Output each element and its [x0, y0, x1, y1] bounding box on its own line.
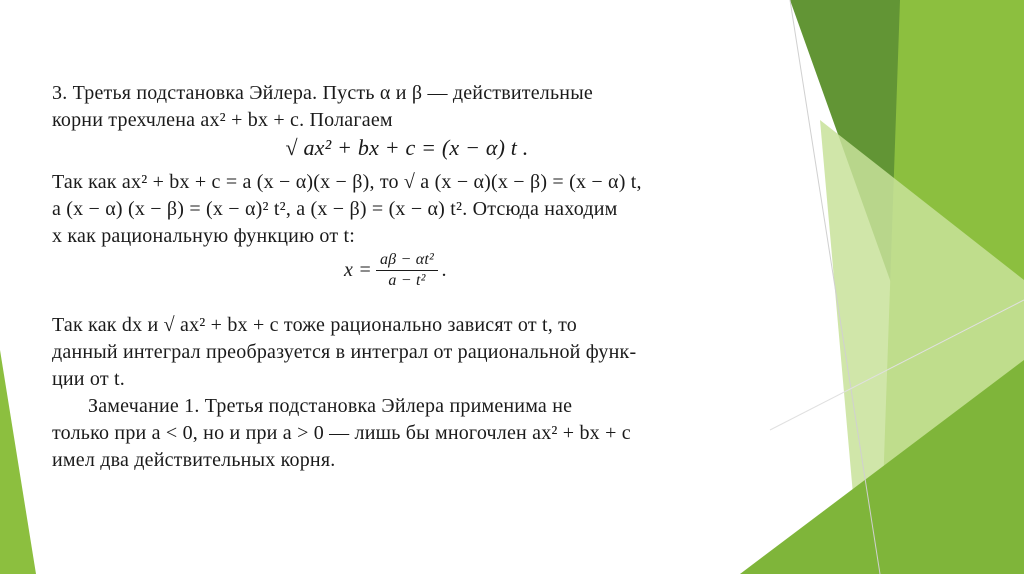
- formula-substitution: √ ax² + bx + c = (x − α) t .: [285, 135, 529, 160]
- remark-line-2: только при a < 0, но и при a > 0 — лишь бы многочлен ax² + bx + c: [52, 422, 631, 444]
- document-page: [52, 80, 762, 474]
- remark-line-3: имел два действительных корня.: [52, 449, 336, 471]
- fraction: [376, 250, 438, 291]
- formula-lhs: x =: [344, 259, 372, 281]
- fraction-denominator: a − t²: [388, 272, 426, 289]
- paragraph-1-line-1: 3. Третья подстановка Эйлера. Пусть α и β — действительные: [52, 82, 593, 104]
- fraction-numerator: aβ − αt²: [376, 250, 438, 271]
- paragraph-3-line-3: ции от t.: [52, 368, 125, 390]
- paragraph-3-line-1: Так как dx и √ ax² + bx + c тоже рационально зависят от t, то: [52, 314, 578, 336]
- paragraph-2-line-2: a (x − α) (x − β) = (x − α)² t², a (x − β) = (x − α) t². Отсюда находим: [52, 198, 618, 220]
- formula-x-rational: [52, 250, 762, 296]
- formula-end: .: [442, 259, 448, 281]
- paragraph-3-line-2: данный интеграл преобразуется в интеграл от рациональной функ-: [52, 341, 637, 363]
- paragraph-2-line-3: x как рациональную функцию от t:: [52, 225, 356, 247]
- remark-line-1: Замечание 1. Третья подстановка Эйлера применима не: [88, 395, 573, 417]
- paragraph-2-line-1: Так как ax² + bx + c = a (x − α)(x − β), то √ a (x − α)(x − β) = (x − α) t,: [52, 171, 642, 193]
- paragraph-1-line-2: корни трехчлена ax² + bx + c. Полагаем: [52, 109, 393, 131]
- left-green-triangle: [0, 350, 36, 574]
